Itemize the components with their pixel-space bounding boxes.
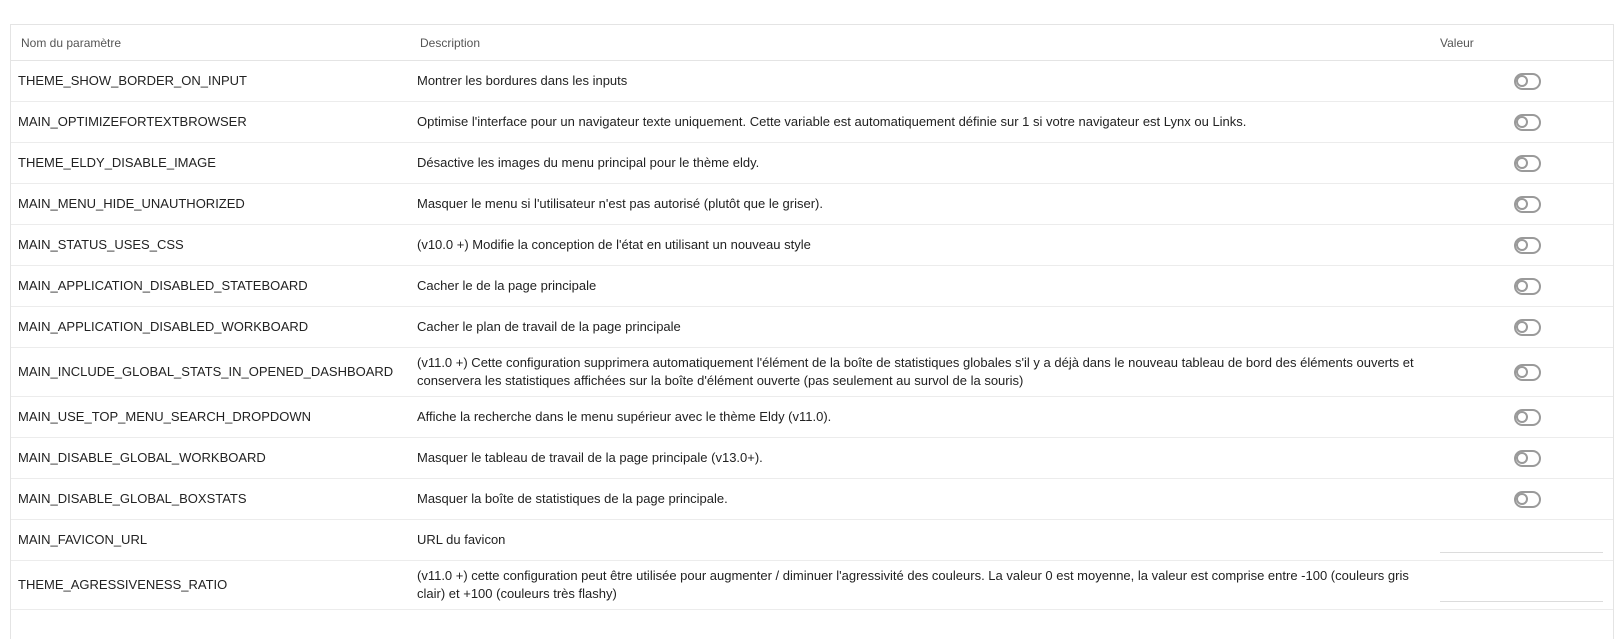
favicon-url-input[interactable] <box>1440 530 1603 553</box>
settings-panel <box>10 24 1614 639</box>
table-row <box>11 561 1614 610</box>
param-name: MAIN_APPLICATION_DISABLED_WORKBOARD <box>11 307 410 348</box>
param-name: MAIN_DISABLE_GLOBAL_WORKBOARD <box>11 438 410 479</box>
param-value-cell <box>1436 102 1614 143</box>
column-header-description: Description <box>410 25 1436 61</box>
param-name: THEME_ELDY_DISABLE_IMAGE <box>11 143 410 184</box>
param-description: Optimise l'interface pour un navigateur texte uniquement. Cette variable est automatiquement définie sur 1 si votre navigateur est Lynx ou Links. <box>410 102 1436 143</box>
toggle-knob-icon <box>1516 239 1528 251</box>
param-description: Montrer les bordures dans les inputs <box>410 61 1436 102</box>
param-value-cell <box>1436 307 1614 348</box>
table-row <box>11 184 1614 225</box>
toggle-off-switch[interactable] <box>1514 319 1541 336</box>
table-row <box>11 225 1614 266</box>
param-description: Masquer le menu si l'utilisateur n'est pas autorisé (plutôt que le griser). <box>410 184 1436 225</box>
param-name: MAIN_APPLICATION_DISABLED_STATEBOARD <box>11 266 410 307</box>
param-description: (v11.0 +) cette configuration peut être utilisée pour augmenter / diminuer l'agressivité des couleurs. La valeur 0 est moyenne, la valeur est comprise entre -100 (couleurs gris clair) et +100 (couleurs très flashy) <box>410 561 1436 610</box>
param-value-cell <box>1436 397 1614 438</box>
param-value-cell <box>1436 266 1614 307</box>
param-value-cell <box>1436 438 1614 479</box>
param-name: THEME_SHOW_BORDER_ON_INPUT <box>11 61 410 102</box>
table-row <box>11 307 1614 348</box>
table-row <box>11 102 1614 143</box>
toggle-knob-icon <box>1516 198 1528 210</box>
table-row <box>11 143 1614 184</box>
toggle-off-switch[interactable] <box>1514 155 1541 172</box>
agressiveness-ratio-input[interactable] <box>1440 579 1603 602</box>
param-description: Cacher le de la page principale <box>410 266 1436 307</box>
table-header-row <box>11 25 1614 61</box>
param-value-cell <box>1436 520 1614 561</box>
toggle-knob-icon <box>1516 493 1528 505</box>
toggle-off-switch[interactable] <box>1514 364 1541 381</box>
table-row <box>11 397 1614 438</box>
table-row <box>11 438 1614 479</box>
param-name: MAIN_OPTIMIZEFORTEXTBROWSER <box>11 102 410 143</box>
param-name: MAIN_USE_TOP_MENU_SEARCH_DROPDOWN <box>11 397 410 438</box>
toggle-off-switch[interactable] <box>1514 237 1541 254</box>
param-value-cell <box>1436 225 1614 266</box>
param-name: THEME_AGRESSIVENESS_RATIO <box>11 561 410 610</box>
column-header-value: Valeur <box>1436 25 1614 61</box>
param-value-cell <box>1436 479 1614 520</box>
toggle-off-switch[interactable] <box>1514 196 1541 213</box>
table-row <box>11 266 1614 307</box>
toggle-knob-icon <box>1516 280 1528 292</box>
table-row <box>11 479 1614 520</box>
param-description: Affiche la recherche dans le menu supérieur avec le thème Eldy (v11.0). <box>410 397 1436 438</box>
param-name: MAIN_MENU_HIDE_UNAUTHORIZED <box>11 184 410 225</box>
column-header-name: Nom du paramètre <box>11 25 410 61</box>
param-description: URL du favicon <box>410 520 1436 561</box>
toggle-knob-icon <box>1516 321 1528 333</box>
table-row <box>11 520 1614 561</box>
param-value-cell <box>1436 184 1614 225</box>
toggle-off-switch[interactable] <box>1514 409 1541 426</box>
param-value-cell <box>1436 61 1614 102</box>
toggle-off-switch[interactable] <box>1514 278 1541 295</box>
param-description: Désactive les images du menu principal pour le thème eldy. <box>410 143 1436 184</box>
param-name: MAIN_FAVICON_URL <box>11 520 410 561</box>
toggle-off-switch[interactable] <box>1514 73 1541 90</box>
toggle-knob-icon <box>1516 116 1528 128</box>
settings-table <box>11 25 1614 610</box>
param-description: (v10.0 +) Modifie la conception de l'état en utilisant un nouveau style <box>410 225 1436 266</box>
toggle-off-switch[interactable] <box>1514 491 1541 508</box>
param-description: Cacher le plan de travail de la page principale <box>410 307 1436 348</box>
table-row <box>11 348 1614 397</box>
toggle-off-switch[interactable] <box>1514 450 1541 467</box>
toggle-knob-icon <box>1516 452 1528 464</box>
param-value-cell <box>1436 561 1614 610</box>
param-value-cell <box>1436 143 1614 184</box>
toggle-knob-icon <box>1516 75 1528 87</box>
table-row <box>11 61 1614 102</box>
param-description: Masquer la boîte de statistiques de la page principale. <box>410 479 1436 520</box>
toggle-off-switch[interactable] <box>1514 114 1541 131</box>
param-value-cell <box>1436 348 1614 397</box>
param-name: MAIN_INCLUDE_GLOBAL_STATS_IN_OPENED_DASHBOARD <box>11 348 410 397</box>
toggle-knob-icon <box>1516 157 1528 169</box>
param-description: (v11.0 +) Cette configuration supprimera automatiquement l'élément de la boîte de statistiques globales s'il y a déjà dans le nouveau tableau de bord des éléments ouverts et conservera les statistiques affichées sur la boîte d'élément ouverte (pas seulement au survol de la souris) <box>410 348 1436 397</box>
param-name: MAIN_STATUS_USES_CSS <box>11 225 410 266</box>
param-description: Masquer le tableau de travail de la page principale (v13.0+). <box>410 438 1436 479</box>
toggle-knob-icon <box>1516 411 1528 423</box>
toggle-knob-icon <box>1516 366 1528 378</box>
param-name: MAIN_DISABLE_GLOBAL_BOXSTATS <box>11 479 410 520</box>
